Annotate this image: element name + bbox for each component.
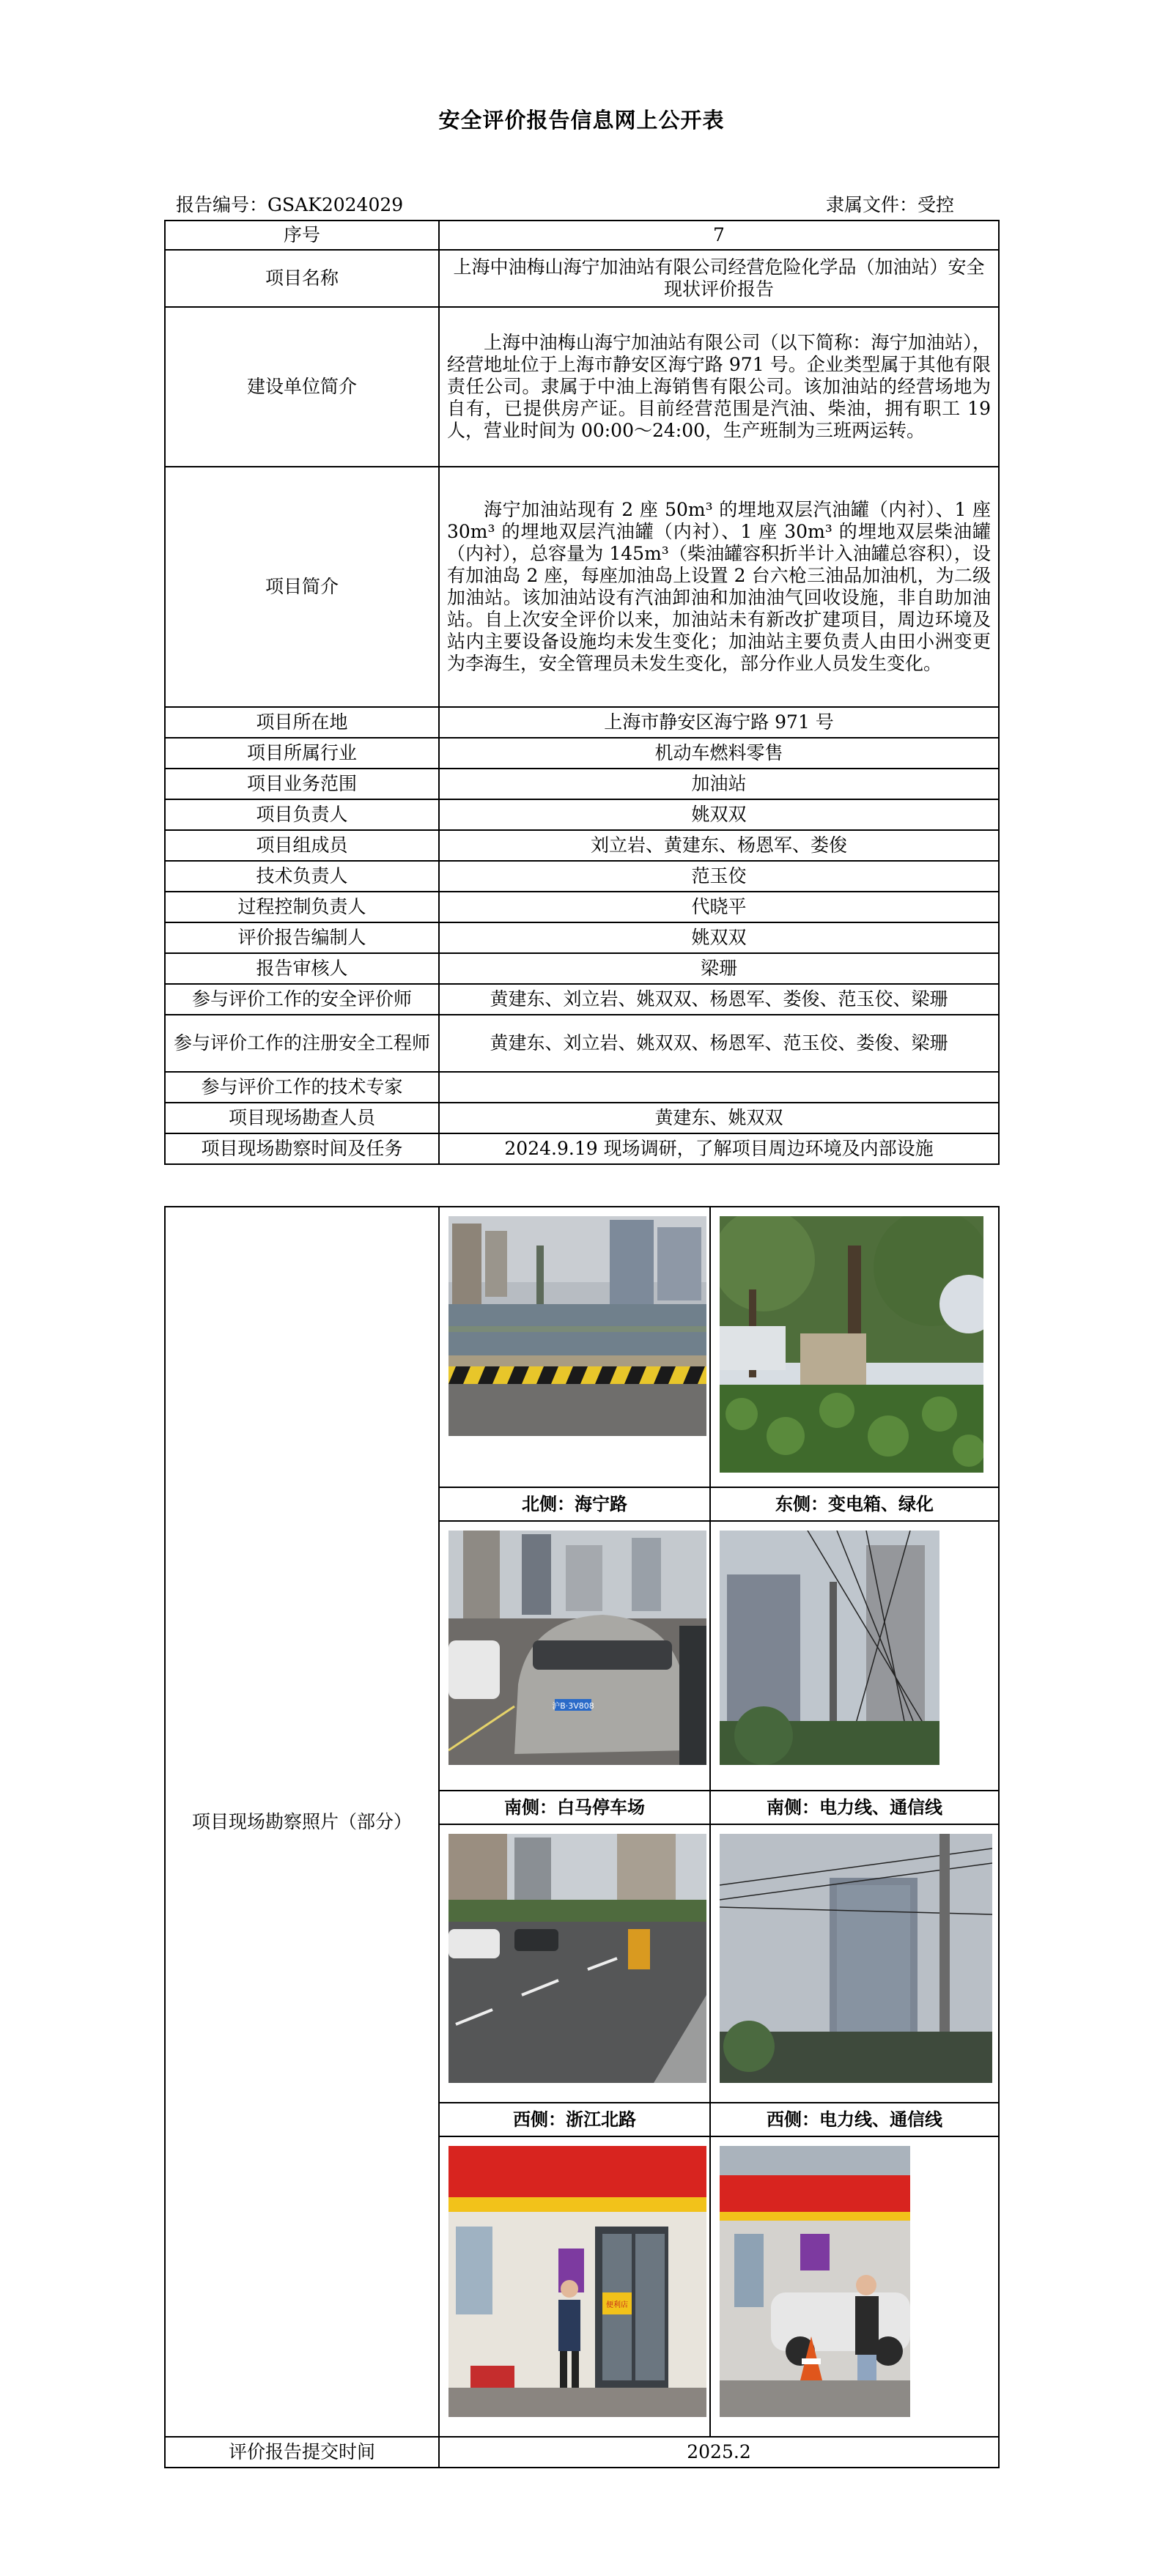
photo-station-front bbox=[448, 2146, 706, 2417]
row-label: 序号 bbox=[165, 221, 439, 250]
survey-time-value: 2024.9.19 现场调研，了解项目周边环境及内部设施 bbox=[439, 1133, 999, 1164]
unit-intro-value: 上海中油梅山海宁加油站有限公司（以下简称：海宁加油站），经营地址位于上海市静安区海宁路 971 号。企业类型属于其他有限责任公司。隶属于中油上海销售有限公司。该加油站的经营场地为自有，已提供房产证。目前经营范围是汽油、柴油，拥有职工 19 人，营业时间为 00:00～24:00，生产班制为三班两运转。 bbox=[439, 307, 999, 467]
photo-cell bbox=[710, 1207, 999, 1487]
photo-station-side bbox=[720, 2146, 910, 2417]
photo-cell bbox=[710, 1521, 999, 1791]
members-value: 刘立岩、黄建东、杨恩军、娄俊 bbox=[439, 830, 999, 861]
photo-caption: 北侧：海宁路 bbox=[439, 1487, 710, 1521]
leader-value: 姚双双 bbox=[439, 799, 999, 830]
table-row bbox=[165, 1207, 999, 1487]
page-title: 安全评价报告信息网上公开表 bbox=[438, 108, 725, 133]
table-row bbox=[165, 799, 999, 830]
car-license-plate: 沪B·3V808 bbox=[552, 1701, 594, 1711]
project-intro-value: 海宁加油站现有 2 座 50m³ 的埋地双层汽油罐（内衬）、1 座 30m³ 的埋地双层汽油罐（内衬）、1 座 30m³ 的埋地双层柴油罐（内衬），总容量为 145m³（柴油罐容积折半计入油罐总容积），设有加油岛 2 座，每座加油岛上设置 2 台六枪三油品加油机，为二级加油站。该加油站设有汽油卸油和加油油气回收设施，非自助加油站。自上次安全评价以来，加油站未有新改扩建项目，周边环境及站内主要设备设施均未发生变化；加油站主要负责人由田小洲变更为李海生，安全管理员未发生变化，部分作业人员发生变化。 bbox=[439, 467, 999, 707]
project-name-value: 上海中油梅山海宁加油站有限公司经营危险化学品（加油站）安全现状评价报告 bbox=[439, 250, 999, 307]
row-label: 建设单位简介 bbox=[165, 307, 439, 467]
photo-caption: 西侧：电力线、通信线 bbox=[710, 2103, 999, 2136]
photo-caption: 南侧：电力线、通信线 bbox=[710, 1791, 999, 1824]
table-row bbox=[165, 922, 999, 953]
row-label: 报告审核人 bbox=[165, 953, 439, 984]
row-label: 参与评价工作的注册安全工程师 bbox=[165, 1015, 439, 1072]
tech-leader-value: 范玉佼 bbox=[439, 861, 999, 892]
evaluators-value: 黄建东、刘立岩、姚双双、杨恩军、娄俊、范玉佼、梁珊 bbox=[439, 984, 999, 1015]
row-label: 评价报告提交时间 bbox=[165, 2437, 439, 2468]
table-row bbox=[165, 830, 999, 861]
row-label: 项目现场勘查人员 bbox=[165, 1103, 439, 1133]
info-table bbox=[164, 220, 1000, 1165]
row-label: 技术负责人 bbox=[165, 861, 439, 892]
photos-label: 项目现场勘察照片（部分） bbox=[165, 1207, 439, 2437]
table-row bbox=[165, 2437, 999, 2468]
sequence-value: 7 bbox=[439, 221, 999, 250]
row-label: 项目负责人 bbox=[165, 799, 439, 830]
photo-cell bbox=[439, 1521, 710, 1791]
process-leader-value: 代晓平 bbox=[439, 892, 999, 922]
photo-cell bbox=[439, 2136, 710, 2437]
row-label: 项目名称 bbox=[165, 250, 439, 307]
photo-south-power-lines bbox=[720, 1531, 939, 1765]
station-sign: 便利店 bbox=[606, 2301, 628, 2309]
photo-cell bbox=[439, 1824, 710, 2103]
photo-east-substation-greenery bbox=[720, 1216, 983, 1473]
row-label: 项目简介 bbox=[165, 467, 439, 707]
scope-value: 加油站 bbox=[439, 769, 999, 799]
compiler-value: 姚双双 bbox=[439, 922, 999, 953]
row-label: 参与评价工作的安全评价师 bbox=[165, 984, 439, 1015]
submit-time-value: 2025.2 bbox=[439, 2437, 999, 2468]
row-label: 评价报告编制人 bbox=[165, 922, 439, 953]
row-label: 项目现场勘察时间及任务 bbox=[165, 1133, 439, 1164]
table-row bbox=[165, 307, 999, 467]
table-row bbox=[165, 1133, 999, 1164]
row-label: 参与评价工作的技术专家 bbox=[165, 1072, 439, 1103]
photo-west-zhejiang-north-road bbox=[448, 1834, 706, 2083]
photo-west-power-lines bbox=[720, 1834, 992, 2083]
table-row bbox=[165, 738, 999, 769]
table-row bbox=[165, 250, 999, 307]
photo-north-haining-road bbox=[448, 1216, 706, 1436]
row-label: 项目业务范围 bbox=[165, 769, 439, 799]
row-label: 过程控制负责人 bbox=[165, 892, 439, 922]
table-row bbox=[165, 1015, 999, 1072]
photo-south-parking-lot bbox=[448, 1531, 706, 1765]
experts-value bbox=[439, 1072, 999, 1103]
reviewer-value: 梁珊 bbox=[439, 953, 999, 984]
table-row bbox=[165, 984, 999, 1015]
table-row bbox=[165, 221, 999, 250]
photo-cell bbox=[710, 2136, 999, 2437]
table-row bbox=[165, 467, 999, 707]
photo-table bbox=[164, 1206, 1000, 2468]
industry-value: 机动车燃料零售 bbox=[439, 738, 999, 769]
row-label: 项目组成员 bbox=[165, 830, 439, 861]
table-row bbox=[165, 892, 999, 922]
reg-engineers-value: 黄建东、刘立岩、姚双双、杨恩军、范玉佼、娄俊、梁珊 bbox=[439, 1015, 999, 1072]
photo-caption: 南侧：白马停车场 bbox=[439, 1791, 710, 1824]
table-row bbox=[165, 1072, 999, 1103]
location-value: 上海市静安区海宁路 971 号 bbox=[439, 707, 999, 738]
photo-cell bbox=[710, 1824, 999, 2103]
document-type: 隶属文件：受控 bbox=[825, 194, 954, 215]
table-row bbox=[165, 769, 999, 799]
table-row bbox=[165, 707, 999, 738]
photo-caption: 东侧：变电箱、绿化 bbox=[710, 1487, 999, 1521]
row-label: 项目所在地 bbox=[165, 707, 439, 738]
row-label: 项目所属行业 bbox=[165, 738, 439, 769]
table-row bbox=[165, 861, 999, 892]
photo-caption: 西侧：浙江北路 bbox=[439, 2103, 710, 2136]
table-row bbox=[165, 953, 999, 984]
photo-cell bbox=[439, 1207, 710, 1487]
table-row bbox=[165, 1103, 999, 1133]
surveyors-value: 黄建东、姚双双 bbox=[439, 1103, 999, 1133]
report-number: 报告编号：GSAK2024029 bbox=[176, 194, 404, 215]
